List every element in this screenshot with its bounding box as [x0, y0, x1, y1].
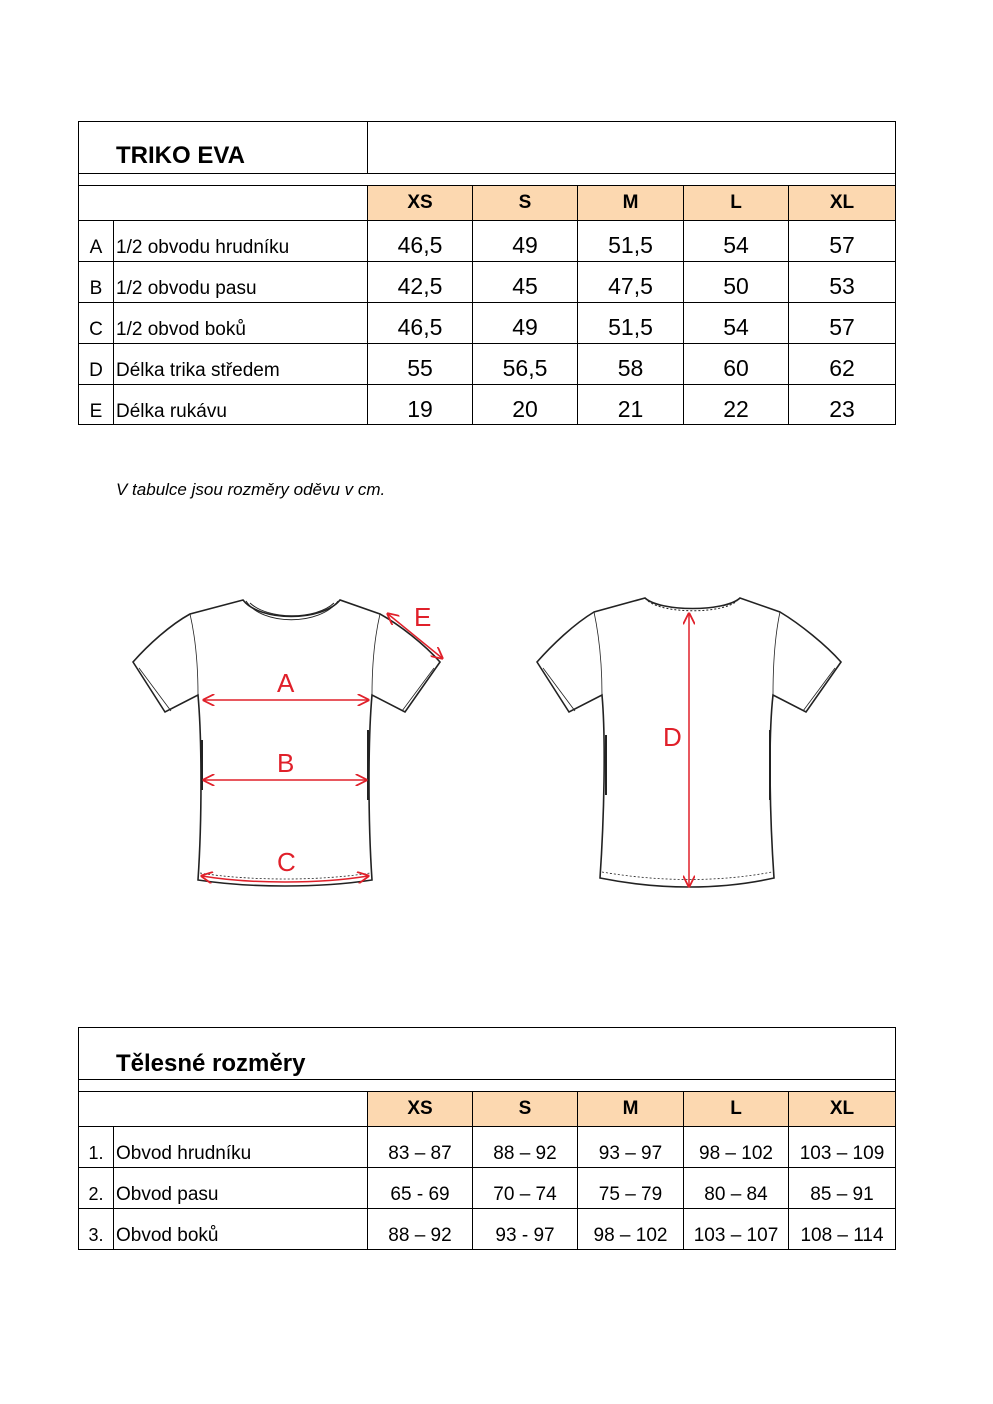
- row-number: 3.: [88, 1225, 104, 1245]
- row-number: 2.: [88, 1184, 104, 1204]
- label-c: C: [277, 847, 296, 877]
- label-a: A: [277, 668, 295, 698]
- label-d: D: [663, 722, 682, 752]
- cell-value: 88 – 92: [388, 1225, 452, 1246]
- body-table-title: Tělesné rozměry: [116, 1050, 306, 1077]
- cell-value: 65 - 69: [390, 1184, 450, 1205]
- body-size-table: [78, 1027, 896, 1250]
- body-size-header-xl: XL: [789, 1092, 895, 1126]
- cell-value: 85 – 91: [810, 1184, 874, 1205]
- cell-value: 49: [512, 232, 538, 258]
- size-header-l: L: [684, 186, 788, 220]
- cell-value: 103 – 107: [693, 1225, 779, 1246]
- cell-value: 19: [407, 396, 433, 422]
- cell-value: 45: [512, 273, 538, 299]
- cell-value: 83 – 87: [388, 1143, 452, 1164]
- cell-value: 55: [407, 355, 433, 381]
- size-header-m: M: [578, 186, 683, 220]
- cell-value: 42,5: [397, 273, 443, 299]
- body-size-header-xs: XS: [368, 1092, 472, 1126]
- cell-value: 51,5: [608, 232, 653, 258]
- garment-size-table: [78, 121, 896, 425]
- cell-value: 47,5: [608, 273, 653, 299]
- cell-value: 46,5: [397, 314, 443, 340]
- cell-value: 22: [723, 396, 749, 422]
- row-label: Délka trika středem: [116, 360, 280, 381]
- cell-value: 60: [723, 355, 749, 381]
- size-header-xs: XS: [368, 186, 472, 220]
- cell-value: 49: [512, 314, 538, 340]
- tshirt-diagram: [0, 560, 993, 920]
- row-letter: B: [89, 278, 103, 299]
- row-letter: A: [89, 237, 103, 258]
- row-label: 1/2 obvod boků: [116, 319, 246, 340]
- cell-value: 56,5: [502, 355, 548, 381]
- cell-value: 93 – 97: [598, 1143, 663, 1164]
- row-letter: E: [89, 401, 103, 422]
- units-note: V tabulce jsou rozměry oděvu v cm.: [116, 480, 386, 499]
- garment-table-title: TRIKO EVA: [116, 142, 245, 169]
- cell-value: 93 - 97: [495, 1225, 555, 1246]
- cell-value: 53: [829, 273, 855, 299]
- cell-value: 21: [617, 396, 644, 422]
- cell-value: 20: [512, 396, 538, 422]
- cell-value: 70 – 74: [493, 1184, 557, 1205]
- cell-value: 58: [617, 355, 644, 381]
- body-size-header-m: M: [578, 1092, 683, 1126]
- row-letter: D: [89, 360, 103, 381]
- size-header-xl: XL: [789, 186, 895, 220]
- cell-value: 75 – 79: [598, 1184, 663, 1205]
- label-b: B: [277, 748, 295, 778]
- cell-value: 108 – 114: [800, 1225, 884, 1246]
- cell-value: 51,5: [608, 314, 653, 340]
- row-label: 1/2 obvodu pasu: [116, 278, 257, 299]
- body-size-header-s: S: [473, 1092, 577, 1126]
- cell-value: 23: [829, 396, 855, 422]
- cell-value: 54: [723, 314, 749, 340]
- row-label: Obvod boků: [116, 1225, 219, 1246]
- row-letter: C: [89, 319, 103, 340]
- cell-value: 54: [723, 232, 749, 258]
- front-tshirt-outline: [133, 600, 440, 886]
- label-e: E: [414, 602, 432, 632]
- cell-value: 57: [829, 314, 855, 340]
- body-size-header-l: L: [684, 1092, 788, 1126]
- row-label: Obvod pasu: [116, 1184, 219, 1205]
- size-header-s: S: [473, 186, 577, 220]
- cell-value: 46,5: [397, 232, 443, 258]
- row-label: 1/2 obvodu hrudníku: [116, 237, 290, 258]
- cell-value: 88 – 92: [493, 1143, 557, 1164]
- row-label: Délka rukávu: [116, 401, 227, 422]
- row-label: Obvod hrudníku: [116, 1143, 252, 1164]
- cell-value: 50: [723, 273, 749, 299]
- cell-value: 103 – 109: [799, 1143, 885, 1164]
- cell-value: 80 – 84: [704, 1184, 768, 1205]
- cell-value: 98 – 102: [593, 1225, 668, 1246]
- cell-value: 98 – 102: [699, 1143, 773, 1164]
- cell-value: 57: [829, 232, 855, 258]
- cell-value: 62: [829, 355, 855, 381]
- row-number: 1.: [88, 1143, 104, 1163]
